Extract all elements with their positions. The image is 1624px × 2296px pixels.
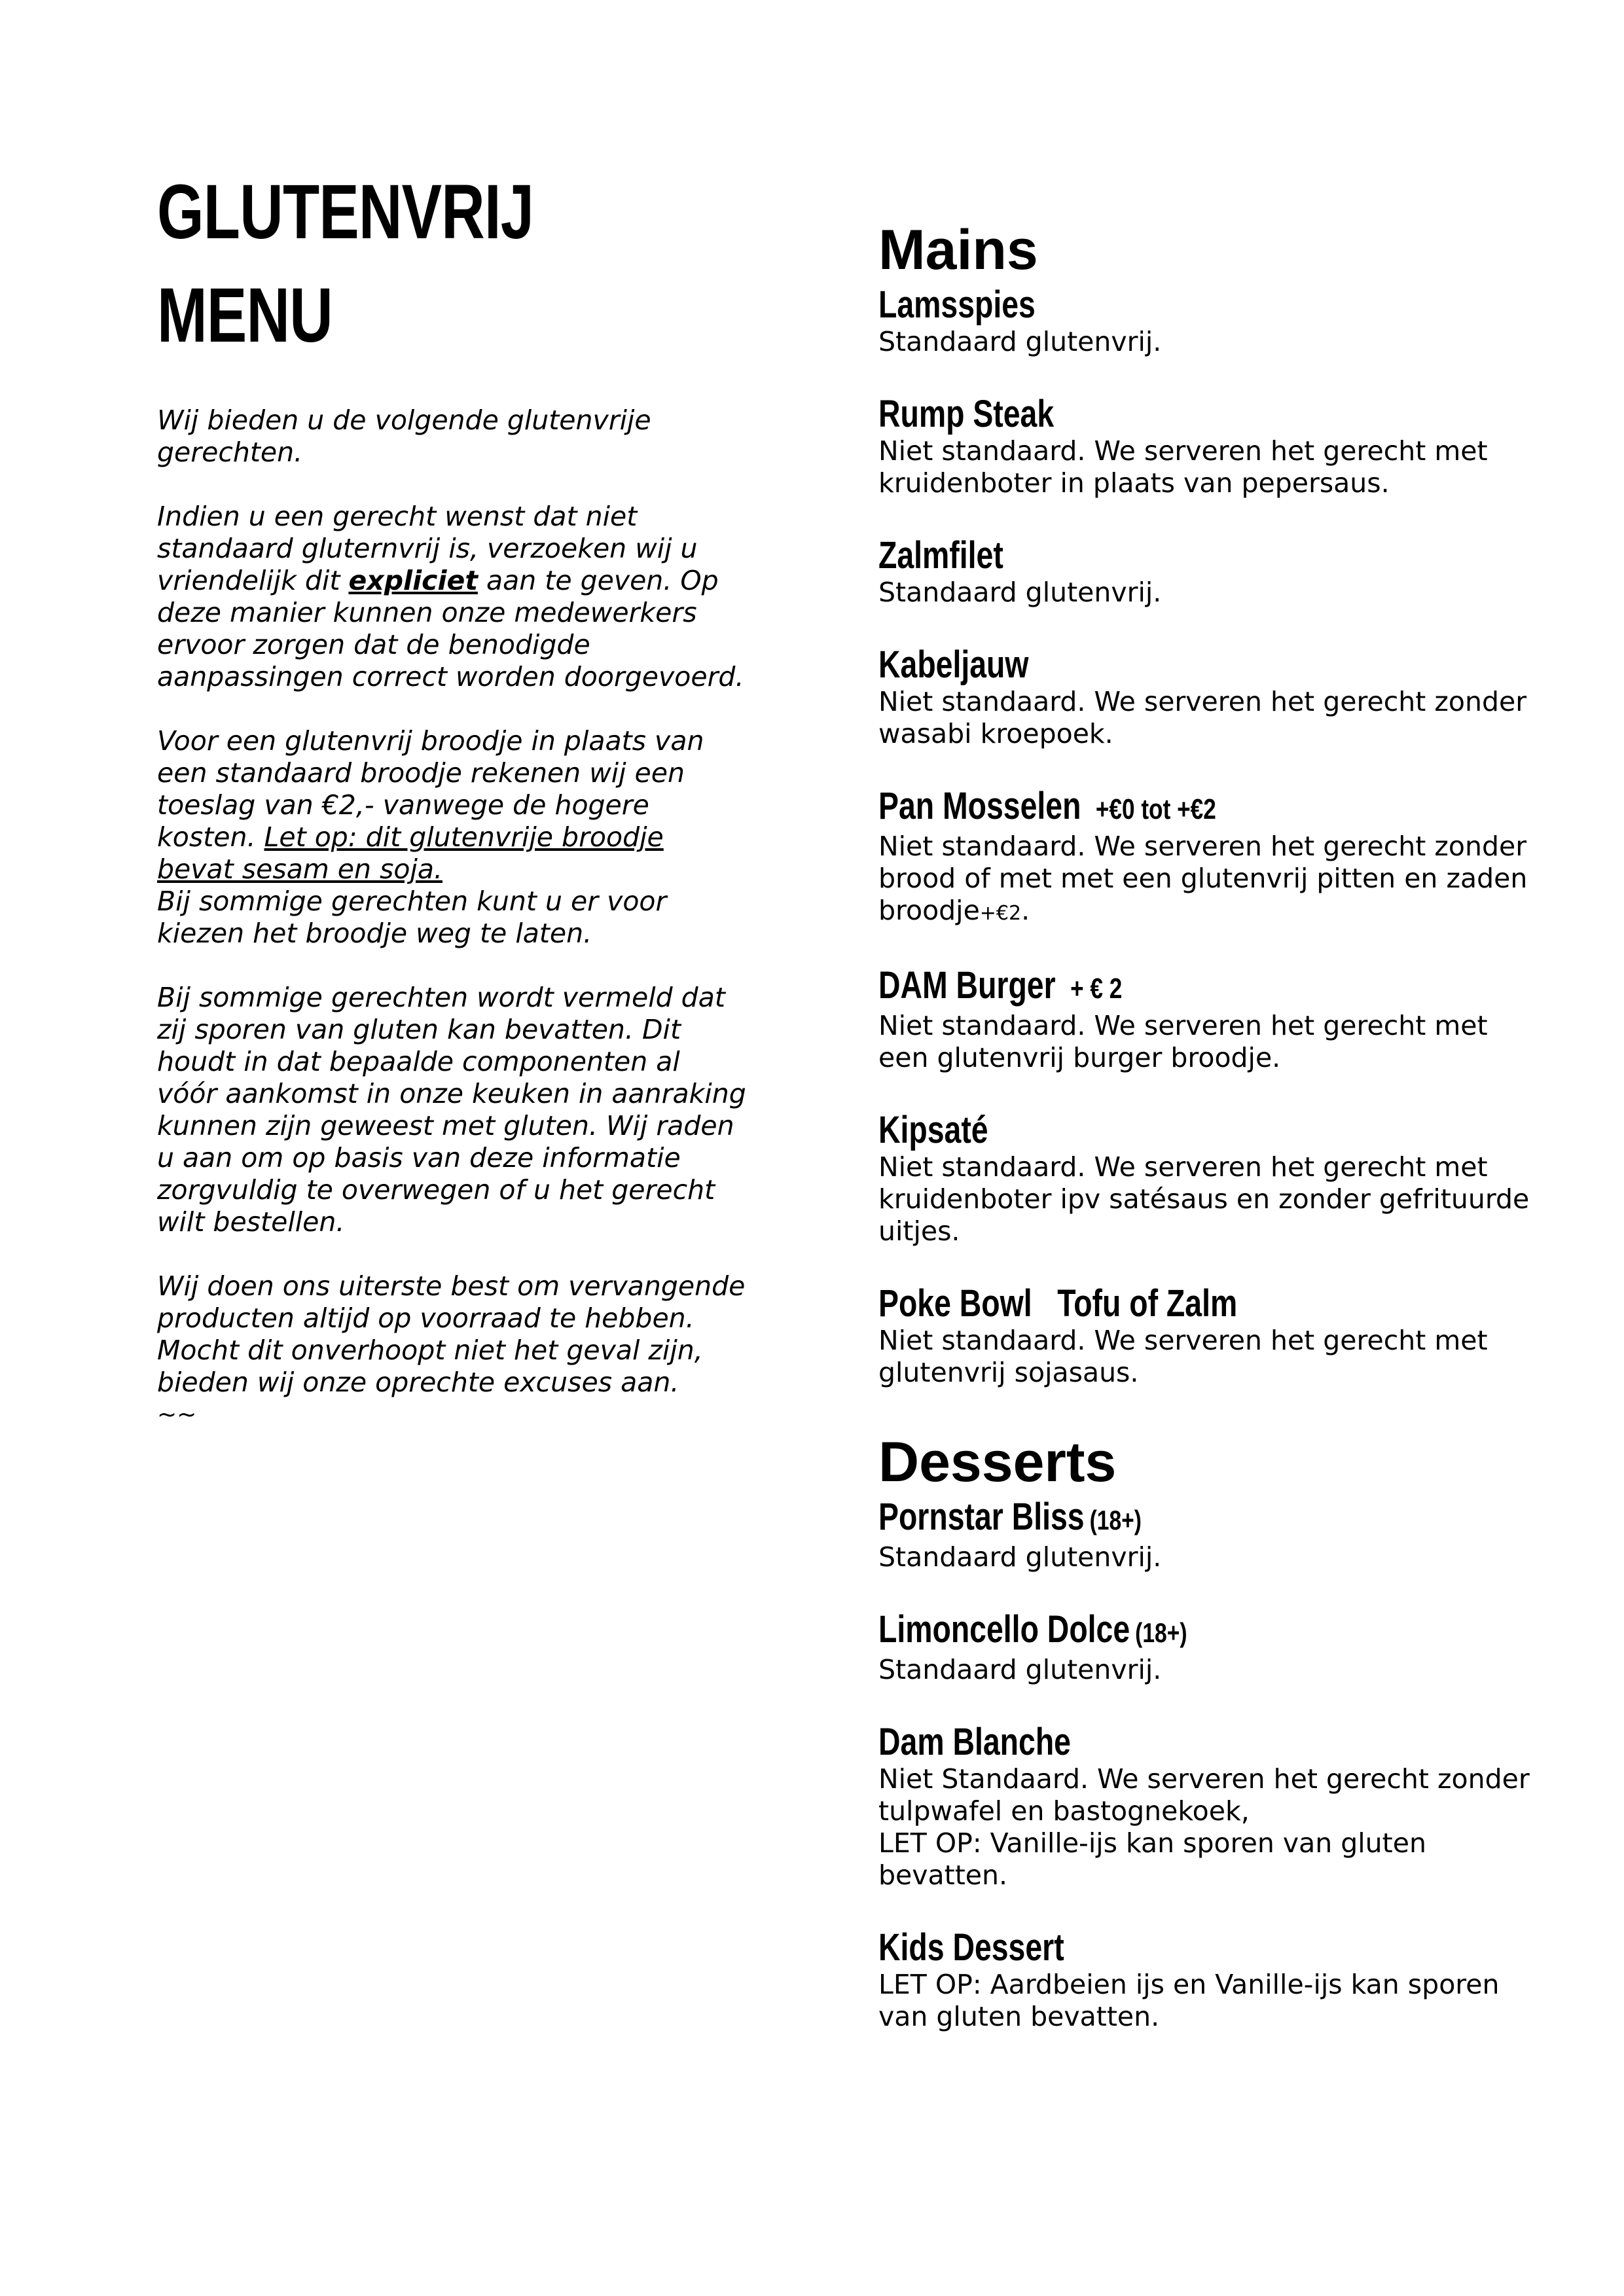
item-desc: Standaard glutenvrij. [878, 1654, 1162, 1685]
page-title [157, 160, 617, 367]
item-desc: Standaard glutenvrij. [878, 326, 1162, 357]
menu-item [878, 535, 1533, 609]
menu-item [878, 1283, 1533, 1389]
item-price-extra: + € 2 [1070, 973, 1123, 1005]
item-name: Limoncello Dolce [878, 1608, 1130, 1651]
menu-item [878, 393, 1533, 499]
item-name: Rump Steak [878, 393, 1055, 435]
item-desc-end: . [1021, 895, 1030, 926]
item-name: Dam Blanche [878, 1721, 1071, 1763]
intro-paragraph-1: Wij bieden u de volgende glutenvrije gerechten. [157, 404, 651, 468]
menu-item [878, 644, 1533, 750]
item-desc: Niet standaard. We serveren het gerecht met glutenvrij sojasaus. [878, 1325, 1488, 1388]
menu-item [878, 1721, 1533, 1892]
menu-item [878, 284, 1533, 358]
item-name: Pornstar Bliss [878, 1496, 1085, 1538]
item-desc: Niet standaard. We serveren het gerecht met een glutenvrij burger broodje. [878, 1010, 1488, 1073]
menu-item [878, 1609, 1533, 1686]
intro-paragraph-4: Bij sommige gerechten wordt vermeld dat zij sporen van gluten kan bevatten. Dit houdt in dat bepaalde componenten al vóór aankomst in onze keuken in aanraking kunnen zijn geweest met gluten. Wij raden u aan om op basis van deze informatie zorgvuldig te overwegen of u het gerecht wilt bestellen. [157, 982, 746, 1238]
intro-paragraph-5: Wij doen ons uiterste best om vervangende producten altijd op voorraad te hebben. Mocht dit onverhoopt niet het geval zijn, bieden wij onze oprechte excuses aan. [157, 1270, 746, 1398]
item-age-badge: (18+) [1135, 1617, 1187, 1648]
item-name: Kabeljauw [878, 643, 1029, 686]
menu-item [878, 965, 1533, 1074]
item-price-extra: +€0 tot +€2 [1095, 793, 1216, 825]
menu-item [878, 785, 1533, 929]
intro-paragraph-2 [157, 501, 746, 693]
title-line-2: MENU [157, 272, 333, 359]
item-name: Zalmfilet [878, 534, 1003, 577]
intro-paragraph-3b: Bij sommige gerechten kunt u er voor kiezen het broodje weg te laten. [157, 886, 667, 949]
item-desc: Niet standaard. We serveren het gerecht met kruidenboter ipv satésaus en zonder gefrituurde uitjes. [878, 1151, 1530, 1247]
item-name: Pan Mosselen [878, 785, 1081, 827]
item-desc: Niet standaard. We serveren het gerecht met kruidenboter in plaats van pepersaus. [878, 435, 1488, 499]
menu-item [878, 1109, 1533, 1247]
item-desc: Niet Standaard. We serveren het gerecht zonder tulpwafel en bastognekoek, [878, 1763, 1530, 1827]
item-name: DAM Burger [878, 964, 1056, 1007]
item-desc: Standaard glutenvrij. [878, 1541, 1162, 1573]
intro-text [157, 404, 746, 1431]
item-name: Kipsaté [878, 1109, 988, 1151]
item-age-badge: (18+) [1089, 1505, 1142, 1535]
item-name-row [878, 1609, 1402, 1654]
intro-p3-warning: Let op: dit glutenvrije broodje bevat sesam en soja. [157, 821, 664, 885]
item-name-row [878, 965, 1402, 1010]
menu-item [878, 1927, 1533, 2033]
intro-p2-part-c: aan te geven. Op deze manier kunnen onze medewerkers ervoor zorgen dat de benodigde aanpassingen correct worden doorgevoerd. [157, 565, 744, 692]
intro-tilde: ~~ [157, 1401, 197, 1428]
item-desc: LET OP: Aardbeien ijs en Vanille-ijs kan sporen van gluten bevatten. [878, 1969, 1500, 2032]
title-line-1: GLUTENVRIJ [157, 169, 534, 255]
intro-p2-part-a: Indien u een gerecht wenst dat niet standaard gluternvrij is, verzoeken wij u vriendelijk dit [157, 501, 698, 596]
item-desc-price: +€2 [979, 902, 1022, 925]
item-desc: Niet standaard. We serveren het gerecht zonder brood of met met een glutenvrij pitten en zaden broodje [878, 831, 1528, 926]
intro-paragraph-3 [157, 725, 746, 886]
item-desc: Niet standaard. We serveren het gerecht zonder wasabi kroepoek. [878, 686, 1527, 749]
item-name: Lamsspies [878, 283, 1036, 326]
intro-p2-emphasis: expliciet [348, 565, 478, 596]
item-name: Poke Bowl Tofu of Zalm [878, 1282, 1238, 1325]
item-name: Kids Dessert [878, 1926, 1064, 1969]
item-desc-warning: LET OP: Vanille-ijs kan sporen van gluten bevatten. [878, 1827, 1426, 1891]
mains-title: Mains [878, 219, 1038, 281]
menu-item [878, 1496, 1533, 1573]
item-desc-row [878, 831, 1533, 929]
item-name-row [878, 785, 1402, 831]
menu-column [878, 216, 1533, 2068]
item-name-row [878, 1496, 1402, 1541]
desserts-title: Desserts [878, 1431, 1117, 1494]
intro-p3-part-a: Voor een glutenvrij broodje in plaats van een standaard broodje rekenen wij een toeslag van €2,- vanwege de hogere kosten. [157, 725, 704, 853]
item-desc: Standaard glutenvrij. [878, 577, 1162, 608]
